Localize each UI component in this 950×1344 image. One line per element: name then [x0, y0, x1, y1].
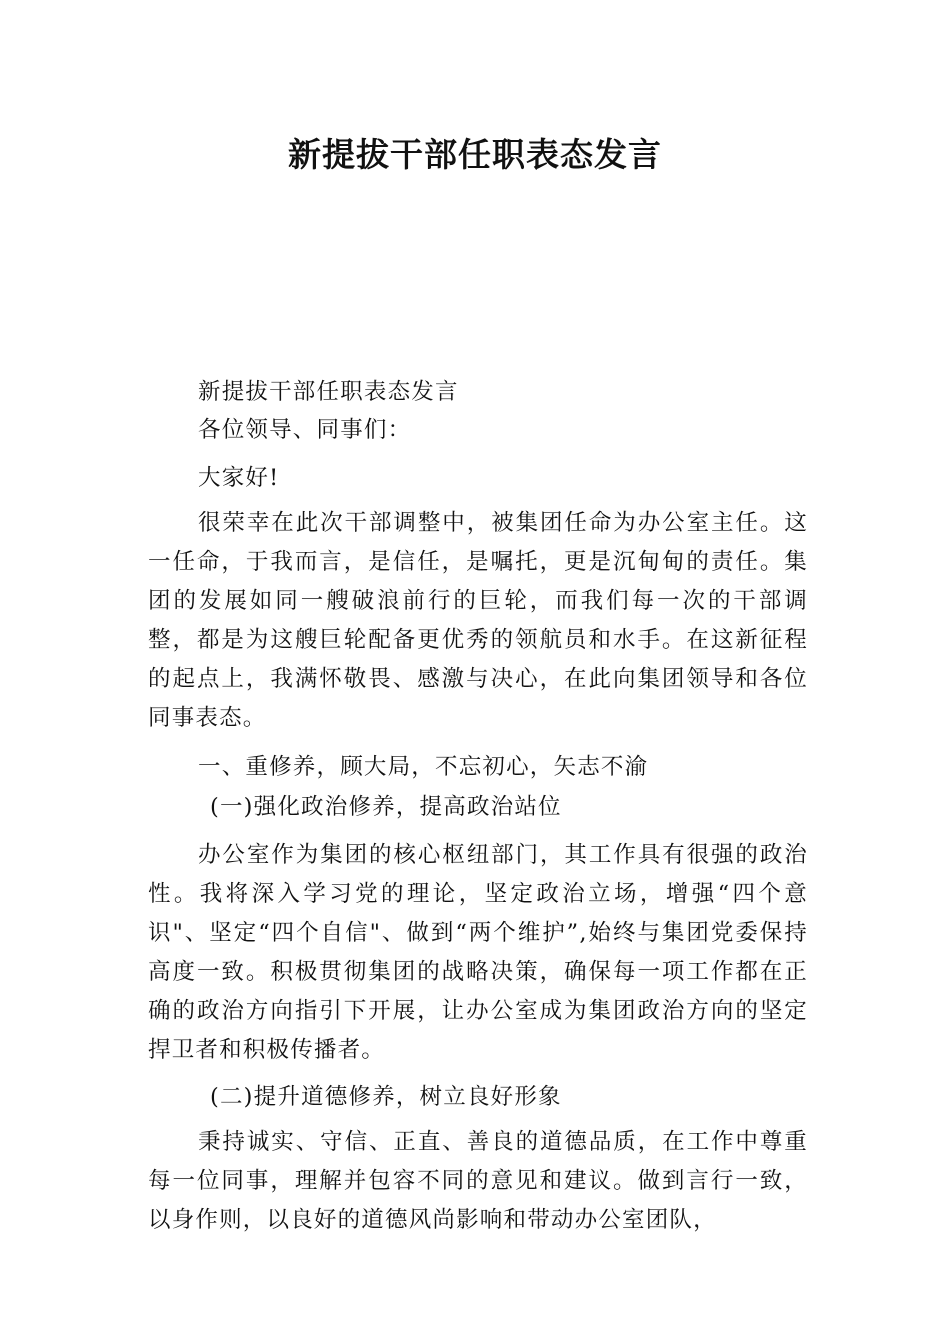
subsection-2-heading: (二)提升道德修养，树立良好形象 [210, 1084, 562, 1110]
document-title: 新提拔干部任职表态发言 [288, 135, 662, 174]
subsection-1-paragraph: 办公室作为集团的核心枢纽部门，其工作具有很强的政治性。我将深入学习党的理论，坚定政治立场，增强“四个意识"、坚定“四个自信"、做到“两个维护”,始终与集团党委保持高度一致。积极贯彻集团的战略决策，确保每一项工作都在正确的政治方向指引下开展，让办公室成为集团政治方向的坚定捍卫者和积极传播者。 [148, 842, 808, 1063]
salutation: 各位领导、同事们： [198, 417, 412, 443]
greeting: 大家好! [198, 465, 280, 491]
subsection-1-heading: (一)强化政治修养，提高政治站位 [210, 794, 562, 820]
subsection-2-paragraph: 秉持诚实、守信、正直、善良的道德品质，在工作中尊重每一位同事，理解并包容不同的意见和建议。做到言行一致，以身作则，以良好的道德风尚影响和带动办公室团队， [148, 1129, 808, 1233]
section-1-heading: 一、重修养，顾大局，不忘初心，矢志不渝 [198, 754, 649, 780]
intro-paragraph: 很荣幸在此次干部调整中，被集团任命为办公室主任。这一任命，于我而言，是信任，是嘱托，更是沉甸甸的责任。集团的发展如同一艘破浪前行的巨轮，而我们每一次的干部调整，都是为这艘巨轮配备更优秀的领航员和水手。在这新征程的起点上，我满怀敬畏、感激与决心，在此向集团领导和各位同事表态。 [148, 510, 808, 731]
subtitle-line: 新提拔干部任职表态发言 [198, 379, 459, 405]
document-body [148, 373, 808, 1253]
